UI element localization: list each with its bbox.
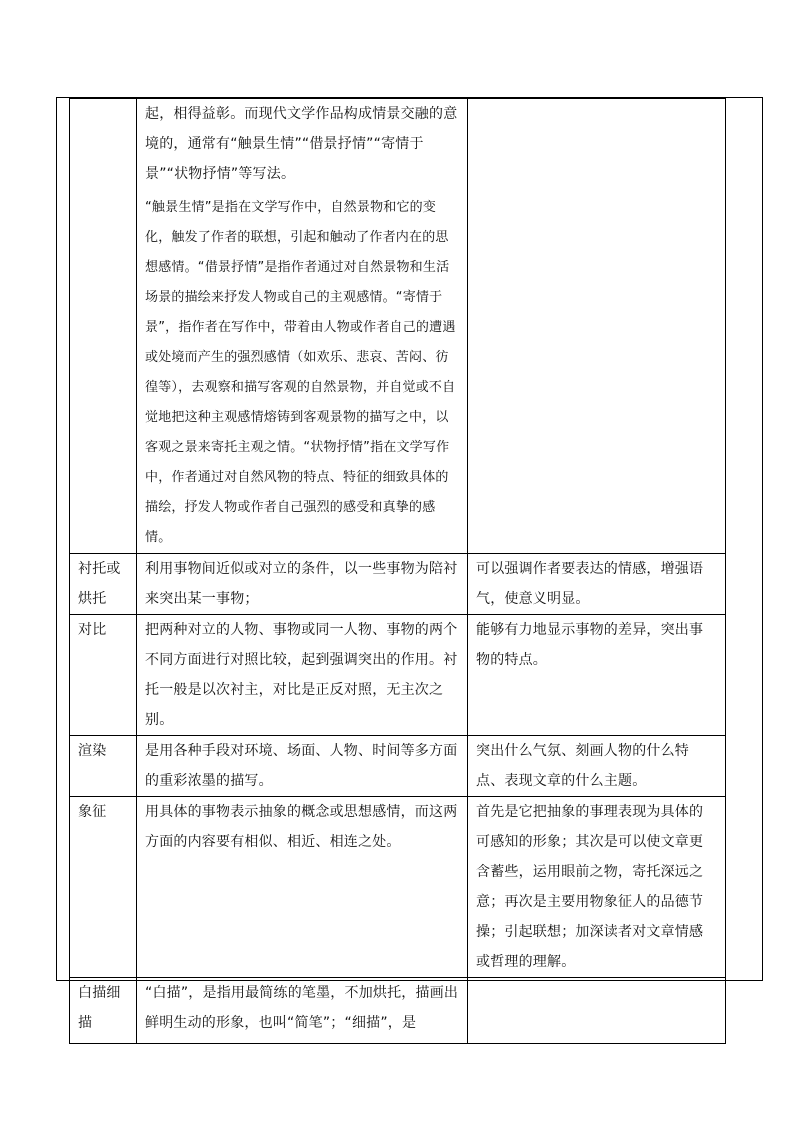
- effect-cell: 突出什么气氛、刻画人物的什么特点、表现文章的什么主题。: [468, 736, 726, 797]
- term-cell: [70, 99, 137, 554]
- definition-cell: 是用各种手段对环境、场面、人物、时间等多方面的重彩浓墨的描写。: [137, 736, 468, 797]
- effect-cell: 可以强调作者要表达的情感，增强语气，使意义明显。: [468, 554, 726, 615]
- definition-paragraph: “触景生情”是指在文学写作中，自然景物和它的变化，触发了作者的联想，引起和触动了作者内在的思想感情。“借景抒情”是指作者通过对自然景物和生活场景的描绘来抒发人物或自己的主观感情。“寄情于景”，指作者在写作中，带着由人物或作者自己的遭遇或处境而产生的强烈感情（如欢乐、悲哀、苦闷、彷徨等），去观察和描写客观的自然景物，并自觉或不自觉地把这种主观感情熔铸到客观景物的描写之中，以客观之景来寄托主观之情。“状物抒情”指在文学写作中，作者通过对自然风物的特点、特征的细致具体的描绘，抒发人物或作者自己强烈的感受和真挚的感情。: [145, 200, 456, 545]
- table-row: [70, 736, 726, 797]
- definition-paragraph: 起，相得益彰。而现代文学作品构成情景交融的意境的，通常有“触景生情”“借景抒情”“寄情于景”“状物抒情”等写法。: [145, 106, 458, 182]
- definition-cell: 把两种对立的人物、事物或同一人物、事物的两个不同方面进行对照比较，起到强调突出的作用。衬托一般是以次衬主，对比是正反对照，无主次之别。: [137, 615, 468, 736]
- effect-cell: 能够有力地显示事物的差异，突出事物的特点。: [468, 615, 726, 736]
- term-cell: 白描细描: [70, 978, 137, 1044]
- effect-cell: [468, 99, 726, 554]
- definition-cell: 用具体的事物表示抽象的概念或思想感情，而这两方面的内容要有相似、相近、相连之处。: [137, 797, 468, 978]
- term-cell: 象征: [70, 797, 137, 978]
- table-row: [70, 797, 726, 978]
- term-cell: 对比: [70, 615, 137, 736]
- definition-cell: [137, 99, 468, 554]
- term-cell: 渲染: [70, 736, 137, 797]
- effect-cell: 首先是它把抽象的事理表现为具体的可感知的形象；其次是可以使文章更含蓄些，运用眼前之物，寄托深远之意；再次是主要用物象征人的品德节操；引起联想；加深读者对文章情感或哲理的理解。: [468, 797, 726, 978]
- definition-cell: “白描”，是指用最简练的笔墨，不加烘托，描画出鲜明生动的形象，也叫“简笔”；“细描”，是: [137, 978, 468, 1044]
- definition-cell: 利用事物间近似或对立的条件，以一些事物为陪衬来突出某一事物；: [137, 554, 468, 615]
- techniques-table: [69, 98, 726, 1044]
- effect-cell: [468, 978, 726, 1044]
- table-row: [70, 615, 726, 736]
- table-row: [70, 978, 726, 1044]
- table-row: [70, 554, 726, 615]
- table-row: [70, 99, 726, 554]
- term-cell: 衬托或烘托: [70, 554, 137, 615]
